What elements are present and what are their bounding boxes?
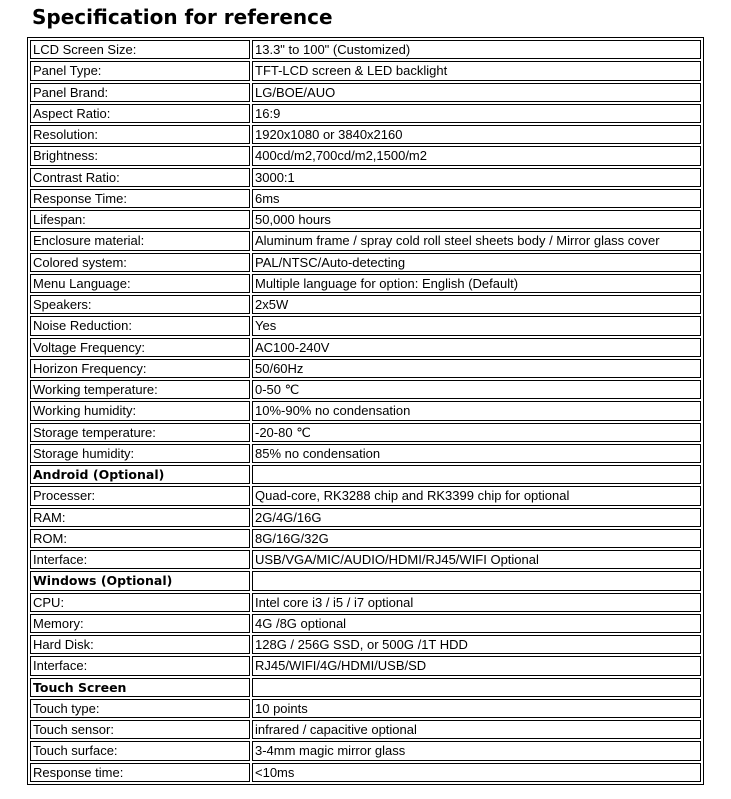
spec-row [30,61,701,80]
spec-label: Processer: [30,486,250,505]
spec-value: 50,000 hours [252,210,701,229]
spec-label: Speakers: [30,295,250,314]
section-header-row [30,571,701,590]
spec-label: ROM: [30,529,250,548]
spec-value: 2G/4G/16G [252,508,701,527]
spec-row [30,210,701,229]
page-title: Specification for reference [32,5,333,29]
spec-value: 2x5W [252,295,701,314]
section-title: Windows (Optional) [30,571,250,590]
spec-label: Resolution: [30,125,250,144]
spec-label: Contrast Ratio: [30,168,250,187]
spec-row [30,550,701,569]
spec-label: Response time: [30,763,250,782]
spec-row [30,125,701,144]
spec-row [30,253,701,272]
spec-value: 1920x1080 or 3840x2160 [252,125,701,144]
spec-row [30,699,701,718]
spec-value: <10ms [252,763,701,782]
section-header-row [30,465,701,484]
spec-row [30,189,701,208]
spec-value: 3000:1 [252,168,701,187]
spec-row [30,168,701,187]
spec-row [30,380,701,399]
spec-value: 128G / 256G SSD, or 500G /1T HDD [252,635,701,654]
spec-row [30,720,701,739]
spec-value: 10%-90% no condensation [252,401,701,420]
spec-label: Storage humidity: [30,444,250,463]
spec-label: Horizon Frequency: [30,359,250,378]
spec-label: Response Time: [30,189,250,208]
section-title: Touch Screen [30,678,250,697]
section-title: Android (Optional) [30,465,250,484]
spec-row [30,635,701,654]
spec-row [30,146,701,165]
spec-row [30,593,701,612]
spec-table-body [30,40,701,782]
spec-row [30,423,701,442]
spec-row [30,741,701,760]
spec-row [30,231,701,250]
spec-row [30,295,701,314]
spec-value: TFT-LCD screen & LED backlight [252,61,701,80]
spec-row [30,656,701,675]
spec-label: Touch type: [30,699,250,718]
spec-value: Aluminum frame / spray cold roll steel sheets body / Mirror glass cover [252,231,701,250]
spec-row [30,316,701,335]
spec-label: Storage temperature: [30,423,250,442]
spec-label: Lifespan: [30,210,250,229]
spec-row [30,40,701,59]
spec-row [30,614,701,633]
spec-value: Yes [252,316,701,335]
spec-label: Aspect Ratio: [30,104,250,123]
spec-label: Enclosure material: [30,231,250,250]
spec-value [252,571,701,590]
spec-row [30,401,701,420]
spec-value: Quad-core, RK3288 chip and RK3399 chip for optional [252,486,701,505]
spec-label: Menu Language: [30,274,250,293]
spec-value: infrared / capacitive optional [252,720,701,739]
spec-label: Working humidity: [30,401,250,420]
spec-label: RAM: [30,508,250,527]
spec-value: 10 points [252,699,701,718]
spec-label: Colored system: [30,253,250,272]
spec-row [30,274,701,293]
spec-value: 16:9 [252,104,701,123]
spec-label: Voltage Frequency: [30,338,250,357]
spec-value: 3-4mm magic mirror glass [252,741,701,760]
spec-label: LCD Screen Size: [30,40,250,59]
spec-value: RJ45/WIFI/4G/HDMI/USB/SD [252,656,701,675]
spec-value: 0-50 ℃ [252,380,701,399]
spec-row [30,529,701,548]
spec-value: Intel core i3 / i5 / i7 optional [252,593,701,612]
section-header-row [30,678,701,697]
spec-label: Noise Reduction: [30,316,250,335]
spec-label: Panel Type: [30,61,250,80]
spec-label: Touch sensor: [30,720,250,739]
spec-value: -20-80 ℃ [252,423,701,442]
spec-label: CPU: [30,593,250,612]
spec-row [30,508,701,527]
spec-value: 85% no condensation [252,444,701,463]
spec-label: Hard Disk: [30,635,250,654]
spec-value: USB/VGA/MIC/AUDIO/HDMI/RJ45/WIFI Optional [252,550,701,569]
spec-value: 8G/16G/32G [252,529,701,548]
spec-row [30,83,701,102]
spec-value: AC100-240V [252,338,701,357]
spec-row [30,338,701,357]
spec-label: Interface: [30,550,250,569]
spec-value [252,678,701,697]
spec-value: 4G /8G optional [252,614,701,633]
spec-value [252,465,701,484]
spec-row [30,444,701,463]
spec-label: Panel Brand: [30,83,250,102]
spec-row [30,359,701,378]
spec-label: Memory: [30,614,250,633]
spec-label: Brightness: [30,146,250,165]
spec-value: 13.3" to 100" (Customized) [252,40,701,59]
spec-value: LG/BOE/AUO [252,83,701,102]
spec-value: Multiple language for option: English (Default) [252,274,701,293]
spec-value: 6ms [252,189,701,208]
spec-value: 400cd/m2,700cd/m2,1500/m2 [252,146,701,165]
spec-row [30,763,701,782]
spec-value: PAL/NTSC/Auto-detecting [252,253,701,272]
spec-value: 50/60Hz [252,359,701,378]
spec-label: Touch surface: [30,741,250,760]
spec-table [27,37,704,785]
spec-label: Working temperature: [30,380,250,399]
spec-label: Interface: [30,656,250,675]
spec-row [30,104,701,123]
spec-row [30,486,701,505]
